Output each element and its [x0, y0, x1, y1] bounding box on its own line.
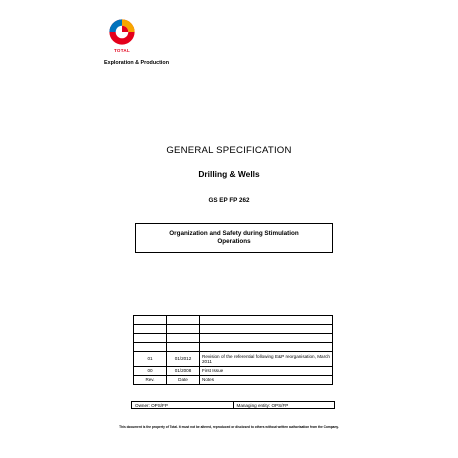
managing-entity-cell: Managing entity: OPS/FP: [233, 402, 335, 408]
document-title: GENERAL SPECIFICATION: [166, 145, 292, 156]
logo-wordmark: TOTAL: [113, 48, 131, 53]
notes-cell: [200, 316, 333, 325]
notes-header: Notes: [200, 376, 333, 385]
notes-cell: Revision of the referential following E&P reorganisation, March 2011: [200, 352, 333, 367]
rev-cell: [134, 316, 167, 325]
date-cell: [167, 334, 200, 343]
table-row: [134, 325, 333, 334]
rev-cell: 00: [134, 367, 167, 376]
specification-title: Organization and Safety during Stimulation Operations: [169, 230, 299, 245]
revision-table: [133, 315, 333, 385]
date-header: Date: [167, 376, 200, 385]
date-cell: [167, 343, 200, 352]
rev-cell: [134, 334, 167, 343]
date-cell: 01/2008: [167, 367, 200, 376]
notes-cell: [200, 343, 333, 352]
date-cell: [167, 316, 200, 325]
notes-cell: First Issue: [200, 367, 333, 376]
owner-cell: Owner: OPS/FP: [135, 403, 168, 408]
notes-cell: [200, 325, 333, 334]
rev-cell: 01: [134, 352, 167, 367]
total-logo-icon: [108, 18, 136, 46]
table-row: [134, 334, 333, 343]
table-row: [134, 316, 333, 325]
document-code: GS EP FP 262: [208, 197, 250, 204]
rev-header: Rev.: [134, 376, 167, 385]
table-row: [134, 343, 333, 352]
notes-cell: [200, 334, 333, 343]
rev-cell: [134, 343, 167, 352]
date-cell: [167, 325, 200, 334]
table-row: [134, 352, 333, 367]
rev-cell: [134, 325, 167, 334]
property-notice: This document is the property of Total. It must not be altered, reproduced or disclosed to others without written authorisation from the Company.: [119, 425, 339, 429]
ownership-table: [131, 401, 335, 409]
table-header-row: [134, 376, 333, 385]
date-cell: 01/2012: [167, 352, 200, 367]
table-row: [134, 367, 333, 376]
division-label: Exploration & Production: [104, 60, 169, 66]
specification-title-box: [135, 223, 333, 253]
document-subtitle: Drilling & Wells: [198, 169, 260, 179]
